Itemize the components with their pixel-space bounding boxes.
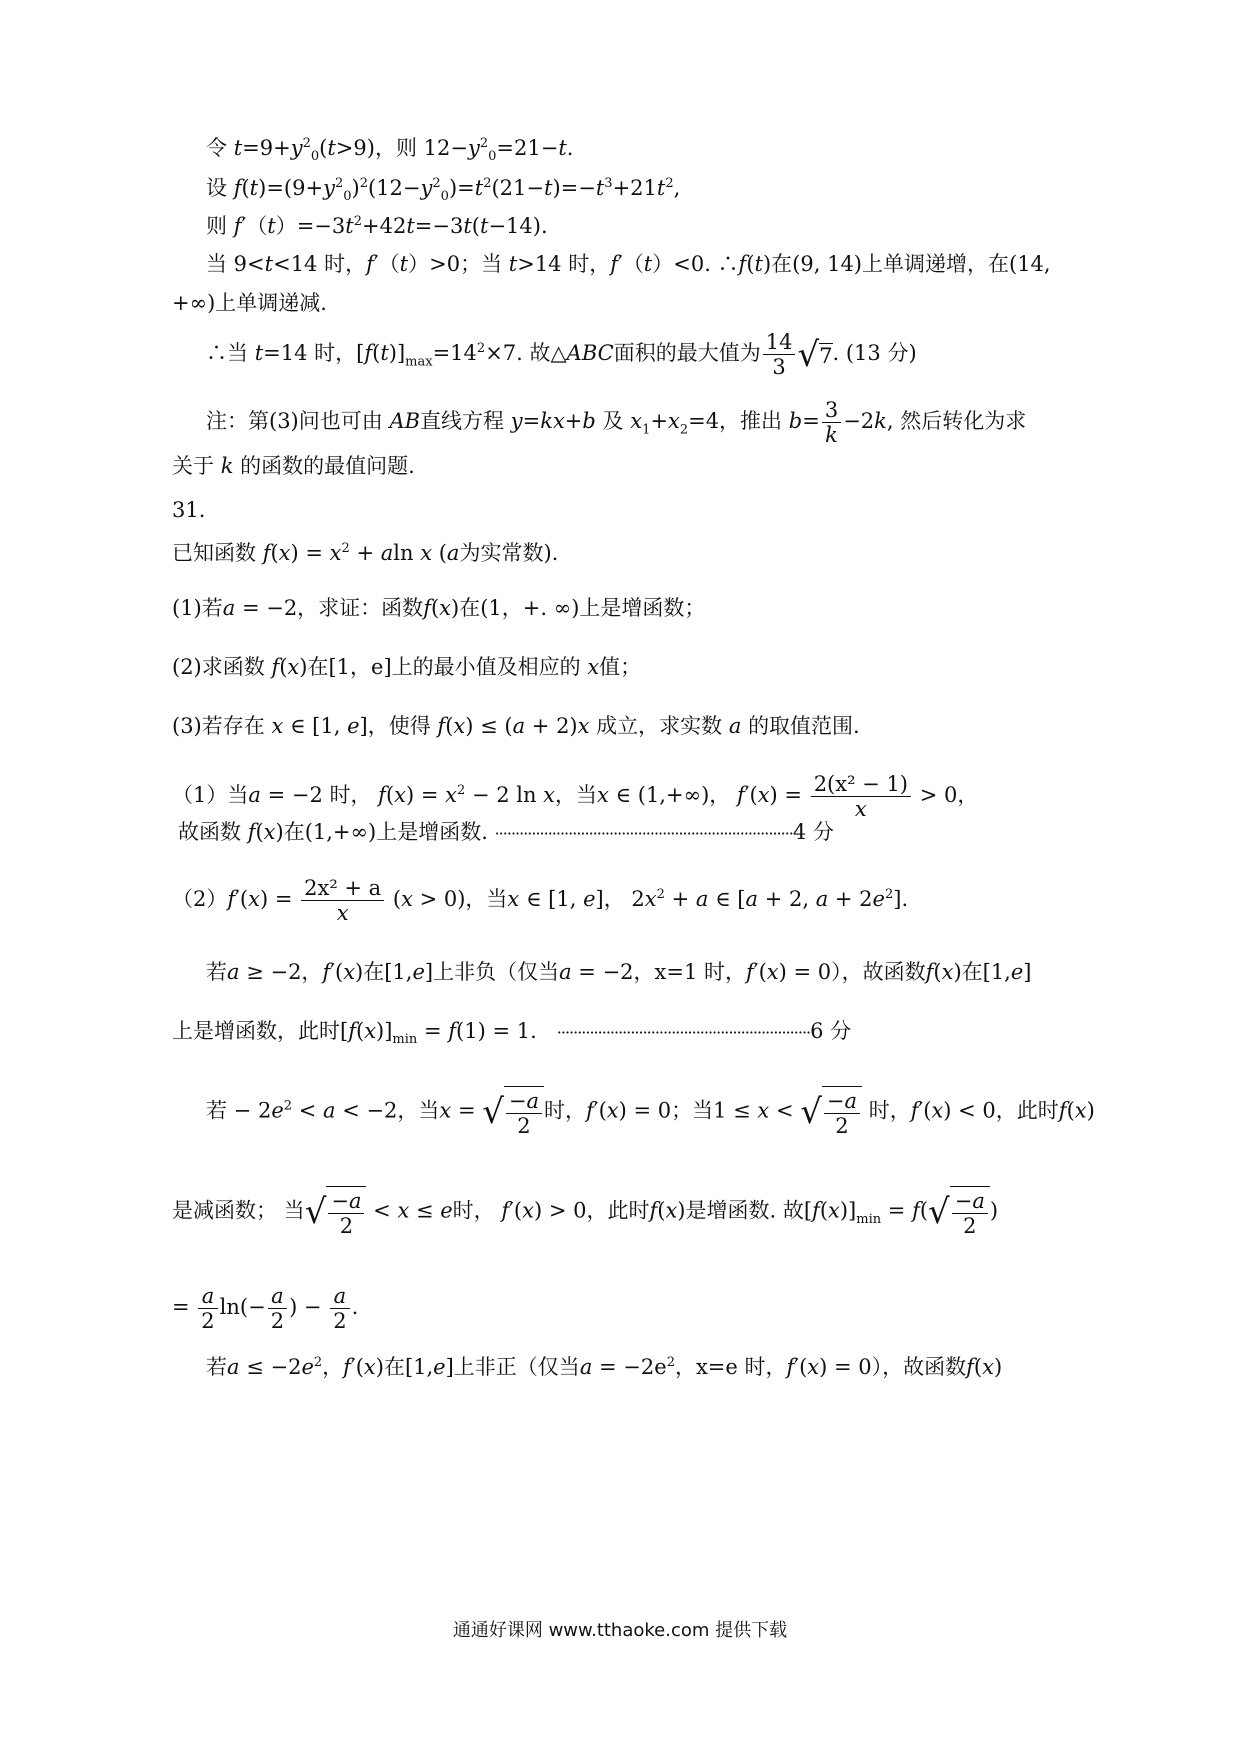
fraction: $\frac{a}{2}$ [268, 1284, 287, 1333]
score-mark: 4 分 [792, 820, 834, 844]
sqrt: √ $\frac{-a}{2}$ [482, 1086, 544, 1138]
page-footer [0, 1616, 1240, 1642]
solution-line: 关于 k 的函数的最值问题. [172, 454, 415, 478]
fraction: $\frac{\text{2(x² − 1)}}{x}$ [811, 772, 911, 821]
solution-line: （1）当a = −2 时， $f(x) = x^2 - 2$ ln x，当x ∈ (1,+∞)， f′(x) = $\frac{\text{2(x² − 1)}}{x}$ > 0， [172, 772, 979, 822]
solution-line: 若$a \le -2e^2$，f′(x)在[1,e]上非正（仅当$a = -2e^2$，x=e 时，f′(x) = 0），故函数f(x) [206, 1355, 1003, 1379]
solution-line: = $\frac{a}{2}$ ln(− $\frac{a}{2}$ ) − $\frac{a}{2}$ . [172, 1284, 359, 1334]
solution-line: 令 $t=9+y^2_0(t>9)$，则 $12-y^2_0=21-t$. [206, 136, 574, 165]
fraction: $\frac{-a}{2}$ [952, 1189, 988, 1238]
fraction: $\frac{-a}{2}$ [506, 1089, 542, 1138]
fraction: $\frac{a}{2}$ [198, 1284, 217, 1333]
solution-line: 若 − $2e^2 < a < -2$，当x = √ $\frac{-a}{2}$ 时，f′(x) = 0；当1 ≤ x < √ $\frac{-a}{2}$ 时，f′(x) < 0，此时f(x) [206, 1086, 1095, 1138]
solution-line: 上是增函数，此时$[f(x)]_{min} = f(1) = 1$. ······························································6 分 [172, 1019, 852, 1048]
score-mark: 6 分 [810, 1019, 852, 1043]
footer-text: 通通好课网 www.tthaoke.com 提供下载 [452, 1620, 788, 1641]
problem-part: (1)若a = −2，求证：函数f(x)在(1，+. ∞)上是增函数； [172, 596, 706, 620]
solution-line: 是减函数； 当√ $\frac{-a}{2}$ < x ≤ e时， f′(x) > 0，此时f(x)是增函数. 故$[f(x)]_{min} = f(√$ $\frac{-a}{2}$ ) [172, 1186, 998, 1238]
solution-line: 若a ≥ −2，f′(x)在[1,e]上非负（仅当a = −2，x=1 时，f′(x) = 0），故函数f(x)在[1,e] [206, 960, 1032, 984]
problem-part: (3)若存在 x ∈ [1, e]，使得 f(x) ≤ (a + 2)x 成立，求实数 a 的取值范围. [172, 714, 860, 738]
solution-line: 故函数 f(x)在(1,+∞)上是增函数. ·········································································4 分 [178, 820, 834, 844]
fraction: $\frac{3}{k}$ [822, 398, 841, 447]
sqrt: √ $\frac{-a}{2}$ [800, 1086, 862, 1138]
solution-line: ∴当 t=14 时，$[f(t)]_{max}=14^2\times 7$. 故△ABC面积的最大值为 $\frac{14}{3}$ √7. (13 分) [206, 330, 917, 380]
problem-part: (2)求函数 f(x)在[1，e]上的最小值及相应的 x值； [172, 655, 642, 679]
problem-statement: 已知函数 $f(x) = x^2 + aln$ x (a为实常数). [172, 541, 559, 565]
solution-line: 设 $f(t)=(9+y^2_0)^2(12-y^2_0)=t^2(21-t)=-t^3+21t^2$, [206, 176, 681, 205]
sqrt: √ $\frac{-a}{2}$ [928, 1186, 990, 1238]
solution-line: 注：第(3)问也可由 AB直线方程 y=kx+b 及 $x_1+x_2=4$，推出 b= $\frac{3}{k}$ −2k, 然后转化为求 [206, 398, 1027, 448]
solution-line: +∞)上单调递减. [172, 291, 327, 315]
solution-line: 则 $f'(t)=-3t^2+42t=-3t(t-14)$. [206, 214, 548, 238]
fraction: $\frac{14}{3}$ [763, 330, 796, 379]
fraction: $\frac{-a}{2}$ [824, 1089, 860, 1138]
problem-number: 31. [172, 498, 206, 522]
fraction: $\frac{a}{2}$ [330, 1284, 349, 1333]
solution-line: （2）f′(x) = $\frac{\text{2x² + a}}{x}$ (x > 0)，当x ∈ [1, e]， $2x^2 + a$ ∈ [a + 2, $a + 2e^2$]. [172, 876, 909, 926]
sqrt: √7 [797, 334, 833, 375]
solution-line: 当 9<t<14 时，f′（t）>0；当 t>14 时，f′（t）<0. ∴f(t)在(9, 14)上单调递增，在(14, [206, 252, 1051, 276]
sqrt: √ $\frac{-a}{2}$ [305, 1186, 367, 1238]
fraction: $\frac{\text{2x² + a}}{x}$ [301, 876, 384, 925]
fraction: $\frac{-a}{2}$ [328, 1189, 364, 1238]
